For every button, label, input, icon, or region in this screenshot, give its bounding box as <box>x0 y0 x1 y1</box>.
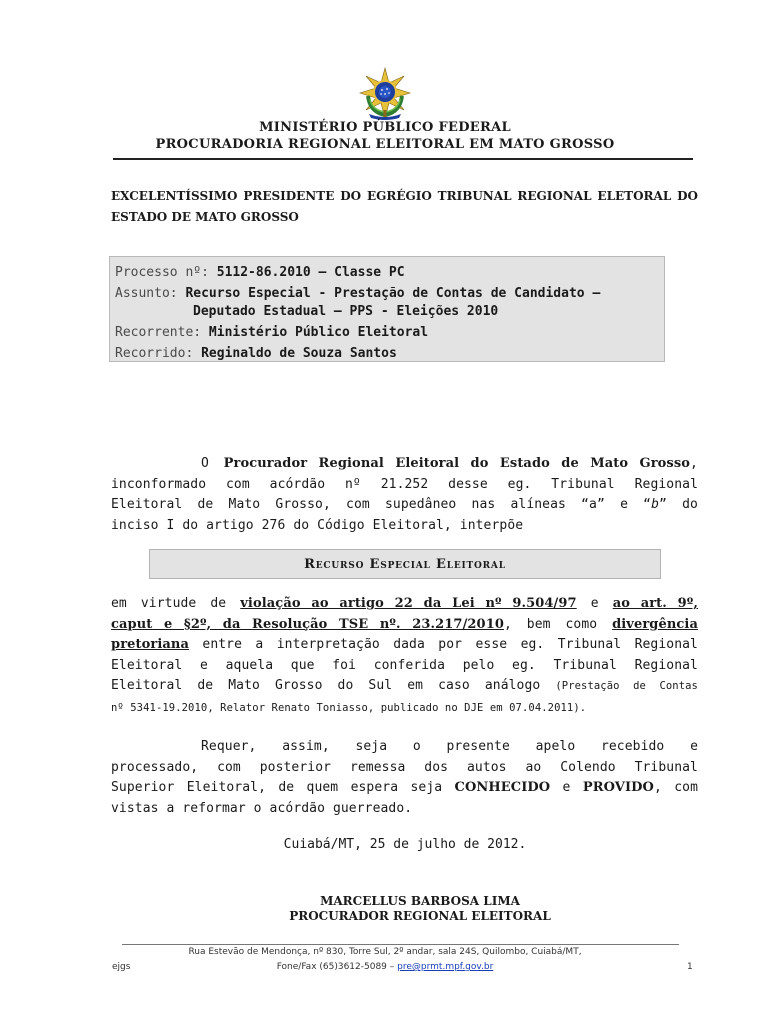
assunto-row-2 <box>115 303 659 321</box>
paragraph-request-line-4: vistas a reformar o acórdão guerreado. <box>111 800 413 816</box>
footer-address: Rua Estevão de Mendonça, nº 830, Torre Sul, 2º andar, sala 24S, Quilombo, Cuiabá/MT, <box>188 947 582 957</box>
divergence-term: divergência <box>612 616 698 632</box>
assunto-row <box>115 285 659 303</box>
assunto-label: Assunto: <box>115 286 178 301</box>
date-line: Cuiabá/MT, 25 de julho de 2012. <box>283 837 527 852</box>
provido-term: PROVIDO <box>582 780 654 795</box>
recorrido-label: Recorrido: <box>115 346 194 361</box>
footer-divider <box>122 944 679 945</box>
processo-value: 5112-86.2010 – Classe PC <box>216 265 405 280</box>
footer-initials: ejgs <box>112 962 131 972</box>
process-info-box <box>109 256 665 362</box>
header-ministry: MINISTÉRIO PÚBLICO FEDERAL <box>259 120 511 135</box>
footer-email-link[interactable]: pre@prmt.mpf.gov.br <box>397 962 494 972</box>
signature-title: PROCURADOR REGIONAL ELEITORAL <box>289 909 551 923</box>
assunto-value-1: Recurso Especial - Prestação de Contas de Candidato – <box>185 286 601 301</box>
conhecido-term: CONHECIDO <box>454 780 551 795</box>
assunto-value-2: Deputado Estadual – PPS - Eleições 2010 <box>193 304 499 319</box>
paragraph-intro <box>111 454 698 536</box>
recorrido-row <box>115 345 659 363</box>
brazil-coat-of-arms-icon <box>358 66 412 120</box>
paragraph-grounds-line-1: em virtude de violação ao artigo 22 da Lei nº 9.504/97 e ao art. 9º, <box>111 596 698 611</box>
paragraph-intro-line-2: inconformado com acórdão nº 21.252 desse eg. Tribunal Regional <box>111 476 698 492</box>
paragraph-request-line-2: processado, com posterior remessa dos autos ao Colendo Tribunal <box>111 759 698 775</box>
article-reference: ao art. 9º, <box>612 596 698 611</box>
paragraph-grounds-line-4: Eleitoral e aquela que foi conferida pelo eg. Tribunal Regional <box>111 657 698 673</box>
paragraph-grounds-line-3: pretoriana entre a interpretação dada por esse eg. Tribunal Regional <box>111 637 698 652</box>
addressee <box>111 186 698 228</box>
violation-reference: violação ao artigo 22 da Lei nº 9.504/97 <box>240 596 577 611</box>
paragraph-request-line-3: Superior Eleitoral, de quem espera seja CONHECIDO e PROVIDO, com <box>111 780 698 795</box>
paragraph-request-line-1: Requer, assim, seja o presente apelo recebido e <box>201 739 698 754</box>
paragraph-grounds-line-6: nº 5341-19.2010, Relator Renato Toniasso, publicado no DJE em 07.04.2011). <box>111 701 587 714</box>
footer-phone: Fone/Fax (65)3612-5089 – <box>276 962 395 972</box>
paragraph-grounds-line-2: caput e §2º, da Resolução TSE nº. 23.217/2010, bem como divergência <box>111 616 698 632</box>
page-number: 1 <box>687 962 693 972</box>
paragraph-intro-line-3: Eleitoral de Mato Grosso, com supedâneo nas alíneas “a” e “b” do <box>111 497 698 512</box>
recorrido-value: Reginaldo de Souza Santos <box>201 346 397 361</box>
header-procuradoria: PROCURADORIA REGIONAL ELEITORAL EM MATO GROSSO <box>155 137 615 152</box>
procurador-name: Procurador Regional Eleitoral do Estado de Mato Grosso <box>223 456 691 471</box>
addressee-line-1: EXCELENTÍSSIMO PRESIDENTE DO EGRÉGIO TRIBUNAL REGIONAL ELETORAL DO <box>111 189 698 203</box>
paragraph-intro-line-1: O Procurador Regional Eleitoral do Estado de Mato Grosso, <box>201 456 698 471</box>
paragraph-grounds <box>111 594 698 719</box>
recorrente-value: Ministério Público Eleitoral <box>208 325 429 340</box>
recurso-title-box: Recurso Especial Eleitoral <box>149 549 661 579</box>
paragraph-request <box>111 737 698 819</box>
header-divider <box>113 158 693 160</box>
paragraph-grounds-line-5: Eleitoral de Mato Grosso do Sul em caso análogo (Prestação de Contas <box>111 678 698 693</box>
recorrente-label: Recorrente: <box>115 325 202 340</box>
paragraph-intro-line-4: inciso I do artigo 276 do Código Eleitoral, interpõe <box>111 517 524 533</box>
processo-label: Processo nº: <box>115 265 209 280</box>
addressee-line-2: ESTADO DE MATO GROSSO <box>111 210 299 224</box>
resolution-reference: caput e §2º, da Resolução TSE nº. 23.217/2010 <box>111 616 504 632</box>
signature-name: MARCELLUS BARBOSA LIMA <box>320 894 520 908</box>
processo-row <box>115 264 659 282</box>
recorrente-row <box>115 324 659 342</box>
pretoriana-term: pretoriana <box>111 637 189 652</box>
